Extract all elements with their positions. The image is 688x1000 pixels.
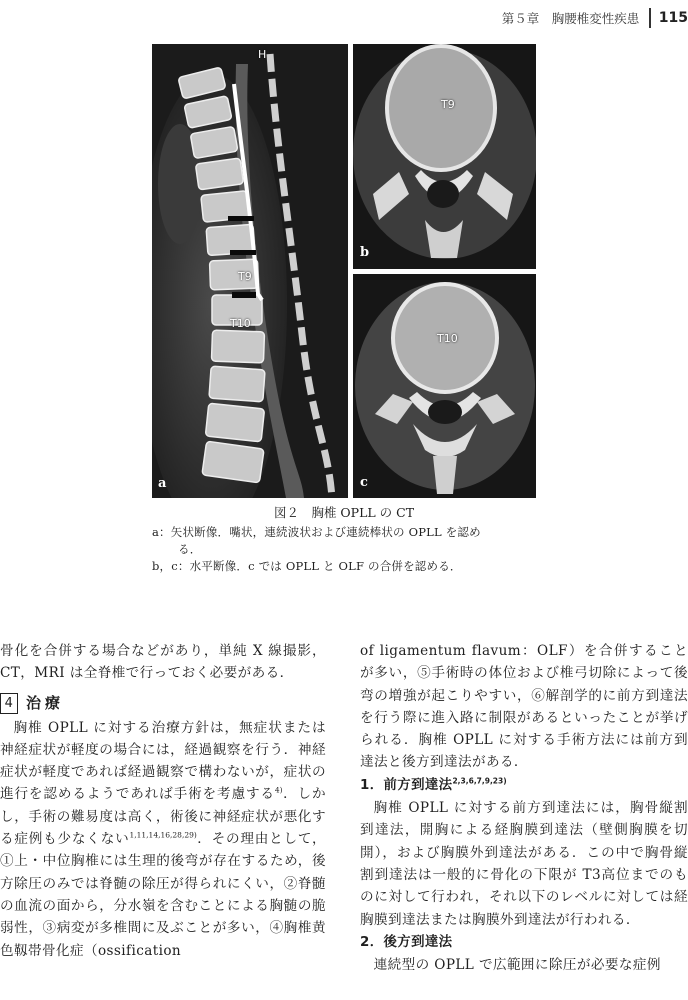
reference-list-2: 2,3,6,7,9,23) [452,776,507,786]
reference-list-1: 1,11,14,16,28,29) [129,830,197,840]
subsection-anterior-title: 1．前方到達法 [360,777,453,793]
running-header [502,8,688,28]
left-column [0,640,326,962]
caption-line-a-cont: る． [178,542,202,556]
subsection-anterior [360,775,688,797]
treatment-text-1: 胸椎 OPLL に対する治療方針は，無症状または神経症状が軽度の場合には，経過観察を行う．神経症状が軽度であれば経過観察で構わないが，症状の進行を認めるようであれば手術を考慮する [0,719,326,803]
intro-paragraph: 骨化を合併する場合などがあり，単純 X 線撮影，CT，MRI は全脊椎で行っておく必要がある． [0,643,326,682]
panel-letter-a: a [158,476,167,491]
chapter-title: 第５章 胸腰椎変性疾患 [501,11,640,26]
section-heading [0,692,326,716]
panel-letter-b: b [360,245,370,260]
ct-sagittal-image [152,44,348,498]
treatment-text-2: ．しかし，手術の難易度は高く，術後に神経症状が悪化する症例も少なくない [0,786,326,848]
header-divider [649,8,651,28]
section-title: 治療 [26,694,65,713]
caption-line-a: a：矢状断像．嘴状，連続波状および連続棒状の OPLL を認め [152,525,481,539]
treatment-text-3: ．その理由として，①上・中位胸椎には生理的後弯が存在するため，後方除圧のみでは脊髄の除圧が得られにくい，②脊髄の血流の面から，分水嶺を含むことによる胸髄の脆弱性，③病変が多椎間に及ぶことが多い，④胸椎黄色靱帯骨化症（ossification [0,831,326,959]
figure-caption-title: 図２ 胸椎 OPLL の CT [273,505,415,520]
anterior-paragraph: 胸椎 OPLL に対する前方到達法には，胸骨縦割到達法，開胸による経胸膜到達法（壁側胸膜を切開），および胸膜外到達法がある．この中で胸骨縦割到達法は一般的に骨化の下限が T3高位までのものに対して行われ，それ以下のレベルに対しては経胸膜到達法または胸膜外到達法が行われる． [360,800,688,928]
level-label-t9: T9 [238,270,252,283]
subsection-posterior: 2．後方到達法 [360,934,453,950]
caption-line-bc: b，c：水平断像．c では OPLL と OLF の合併を認める． [152,559,462,573]
panel-letter-c: c [360,475,368,490]
level-label-t10-axial: T10 [437,332,458,345]
posterior-paragraph: 連続型の OPLL で広範囲に除圧が必要な症例 [373,957,661,974]
level-label-h: H [258,48,267,61]
right-column [360,640,688,976]
reasons-paragraph: of ligamentum flavum：OLF）を合併することが多い，⑤手術時の体位および椎弓切除によって後弯の増強が起こりやすい，⑥解剖学的に前方到達法を行う際に進入路に制限があるといったことが挙げられる．胸椎 OPLL に対する手術方法には前方到達法と後方到達法がある． [360,643,688,771]
level-label-t10: T10 [230,317,251,330]
ct-axial-t9-graphic [353,44,536,269]
ct-axial-t9-image [353,44,536,269]
page-number: 115 [658,10,688,26]
ct-axial-t10-graphic [353,274,536,498]
reference-4: 4) [274,785,283,795]
level-label-t9-axial: T9 [441,98,455,111]
ct-axial-t10-image [353,274,536,498]
treatment-paragraph [0,717,326,962]
section-number: 4 [0,693,18,714]
